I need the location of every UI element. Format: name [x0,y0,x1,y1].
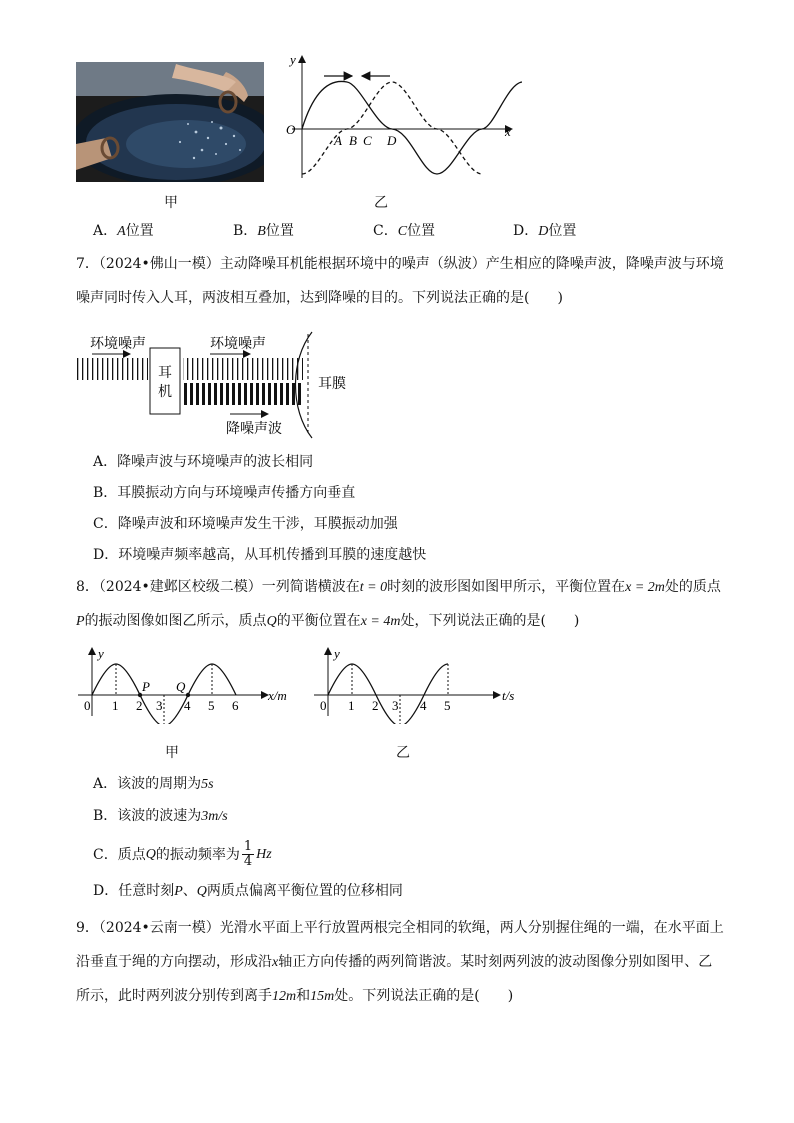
q6-wave-graph [282,50,522,190]
q8-stem-line2 [76,611,579,632]
q6-option-d-text: 位置 [548,223,577,239]
q9-l2-b: 轴正方向传播的两列简谐波。某时刻两列波的波动图像分别如图甲、乙 [278,954,713,970]
q8-yi-tick-4: 4 [420,698,427,713]
q7-noise-diagram [72,330,362,440]
anti-noise-label: 降噪声波 [226,422,282,437]
point-A: A [334,133,342,148]
q8-option-c[interactable] [93,840,272,869]
q6-option-c-text: 位置 [407,223,436,239]
q9-l3-v2: 15m [310,989,335,1004]
q8-l1-c: 处的质点 [664,579,721,595]
q7-option-b[interactable]: B．耳膜振动方向与环境噪声传播方向垂直 [93,485,356,501]
point-D: D [387,133,397,148]
q8-yi-tick-1: 1 [348,698,355,713]
q6-option-b-text: 位置 [265,223,294,239]
q7-option-a[interactable]: A．降噪声波与环境噪声的波长相同 [93,454,314,470]
q8-jia-tick-1: 1 [112,698,119,713]
q8-l1-a: 8．（2024•建邺区校级二模）一列简谐横波在 [76,579,360,595]
q9-l3-c: 处。下列说法正确的是( ) [334,988,514,1004]
q6-option-c[interactable] [373,221,435,242]
q8-fig-jia-caption: 甲 [165,745,179,761]
basin-photo [76,62,264,182]
q8-opt-c-den: 4 [243,854,253,869]
q8-l2-b: 的振动图像如图乙所示，质点 [84,613,267,629]
q7-stem-line1: 7．（2024•佛山一模）主动降噪耳机能根据环境中的噪声（纵波）产生相应的降噪声波，降噪声波与环境 [76,256,724,272]
earphone-label-top: 耳 [158,366,172,381]
q8-option-a[interactable] [93,774,214,795]
q8-opt-c-fraction [242,840,254,869]
q8-point-P: P [142,679,150,694]
q9-l3-a: 所示，此时两列波分别传到离手 [76,988,272,1004]
q6-option-a-text: 位置 [125,223,154,239]
q8-l2-d: 的平衡位置在 [276,613,361,629]
q6-option-a-letter: A． [93,223,118,239]
q8-opt-c-pre: C．质点 [93,846,146,863]
q6-option-d[interactable] [513,221,576,242]
q6-origin-label: O [286,122,296,137]
q8-l1-b: 时刻的波形图如图甲所示，平衡位置在 [387,579,626,595]
q9-l2-a: 沿垂直于绳的方向摆动，形成沿 [76,954,272,970]
q8-option-b[interactable] [93,806,228,827]
q8-opt-d-var2: Q [196,884,207,899]
q6-option-c-letter: C． [373,223,398,239]
q8-yi-wave [328,664,448,724]
env-noise-left-label: 环境噪声 [90,337,146,352]
q8-jia-x-label: x/m [268,688,287,703]
q6-option-a[interactable] [93,221,154,242]
q6-option-c-var: C [397,224,408,239]
q8-jia-tick-4: 4 [184,698,191,713]
q8-l1-var2: x = 2m [625,580,665,595]
q9-stem-line1: 9．（2024•云南一模）光滑水平面上平行放置两根完全相同的软绳，两人分别握住绳的一端，在水平面上 [76,920,724,936]
q8-opt-c-num: 1 [243,839,253,854]
q8-stem-line1 [76,577,721,598]
fig-jia-caption: 甲 [164,195,178,211]
q6-option-d-letter: D． [513,223,539,239]
q8-graph-jia [74,644,294,724]
q8-opt-a-pre: A．该波的周期为 [93,776,202,792]
eardrum-label: 耳膜 [318,377,346,392]
earphone-box [150,348,180,414]
q9-l3-b: 和 [296,988,311,1004]
q6-x-label: x [505,124,511,139]
point-B: B [349,133,357,148]
q8-jia-tick-3: 3 [156,698,163,713]
q9-l2-var: x [272,955,279,970]
q8-opt-d-sep: 、 [182,883,197,899]
q7-option-d[interactable]: D．环境噪声频率越高，从耳机传播到耳膜的速度越快 [93,547,427,563]
q8-l2-var: x = 4m [360,614,401,629]
q8-opt-d-pre: D．任意时刻 [93,883,175,899]
q8-jia-tick-0: 0 [84,698,91,713]
q6-option-d-var: D [538,224,549,239]
q8-jia-tick-2: 2 [136,698,143,713]
q6-y-label: y [290,52,296,67]
q8-yi-tick-5: 5 [444,698,451,713]
q9-stem-line2 [76,952,712,973]
q9-l3-v1: 12m [272,989,297,1004]
earphone-label-bottom: 机 [158,385,172,400]
q6-option-a-var: A [117,224,126,239]
q8-opt-c-mid: 的振动频率为 [155,846,240,863]
q8-l1-var: t = 0 [359,580,388,595]
q6-option-b[interactable] [233,221,294,242]
q8-opt-c-unit: Hz [256,846,272,862]
q8-point-Q: Q [176,679,186,694]
q8-l2-e: 处，下列说法正确的是( ) [400,613,580,629]
q6-option-b-letter: B． [233,223,258,239]
eardrum-curve [296,332,313,438]
q8-opt-c-var: Q [145,846,156,862]
q9-stem-line3 [76,986,513,1007]
q8-opt-b-pre: B．该波的波速为 [93,808,202,824]
q8-yi-tick-2: 2 [372,698,379,713]
env-noise-right-label: 环境噪声 [210,337,266,352]
q8-yi-x-label: t/s [502,688,515,703]
q8-opt-b-val: 3m/s [201,809,228,824]
q7-stem-line2: 噪声同时传入人耳，两波相互叠加，达到降噪的目的。下列说法正确的是( ) [76,290,563,306]
q8-opt-d-var1: P [174,884,183,899]
q8-l2-a: P [76,614,85,629]
q8-l2-c: Q [266,614,277,629]
q8-fig-yi-caption: 乙 [396,745,410,761]
q8-jia-tick-6: 6 [232,698,239,713]
fig-yi-caption: 乙 [374,195,388,211]
basin-photo-drawing [76,62,264,182]
q6-option-b-var: B [257,224,266,239]
q8-jia-tick-5: 5 [208,698,215,713]
q8-yi-tick-3: 3 [392,698,399,713]
q8-option-d[interactable] [93,881,403,902]
q8-yi-tick-0: 0 [320,698,327,713]
solid-wave [302,81,522,174]
q7-option-c[interactable]: C．降噪声波和环境噪声发生干涉，耳膜振动加强 [93,516,398,532]
q8-opt-a-val: 5s [201,777,214,792]
q8-graph-yi [310,644,530,724]
dashed-wave [302,82,482,174]
q8-yi-y-label: y [334,646,340,661]
q8-jia-y-label: y [98,646,104,661]
point-C: C [363,133,372,148]
q8-opt-d-post: 两质点偏离平衡位置的位移相同 [206,883,403,899]
